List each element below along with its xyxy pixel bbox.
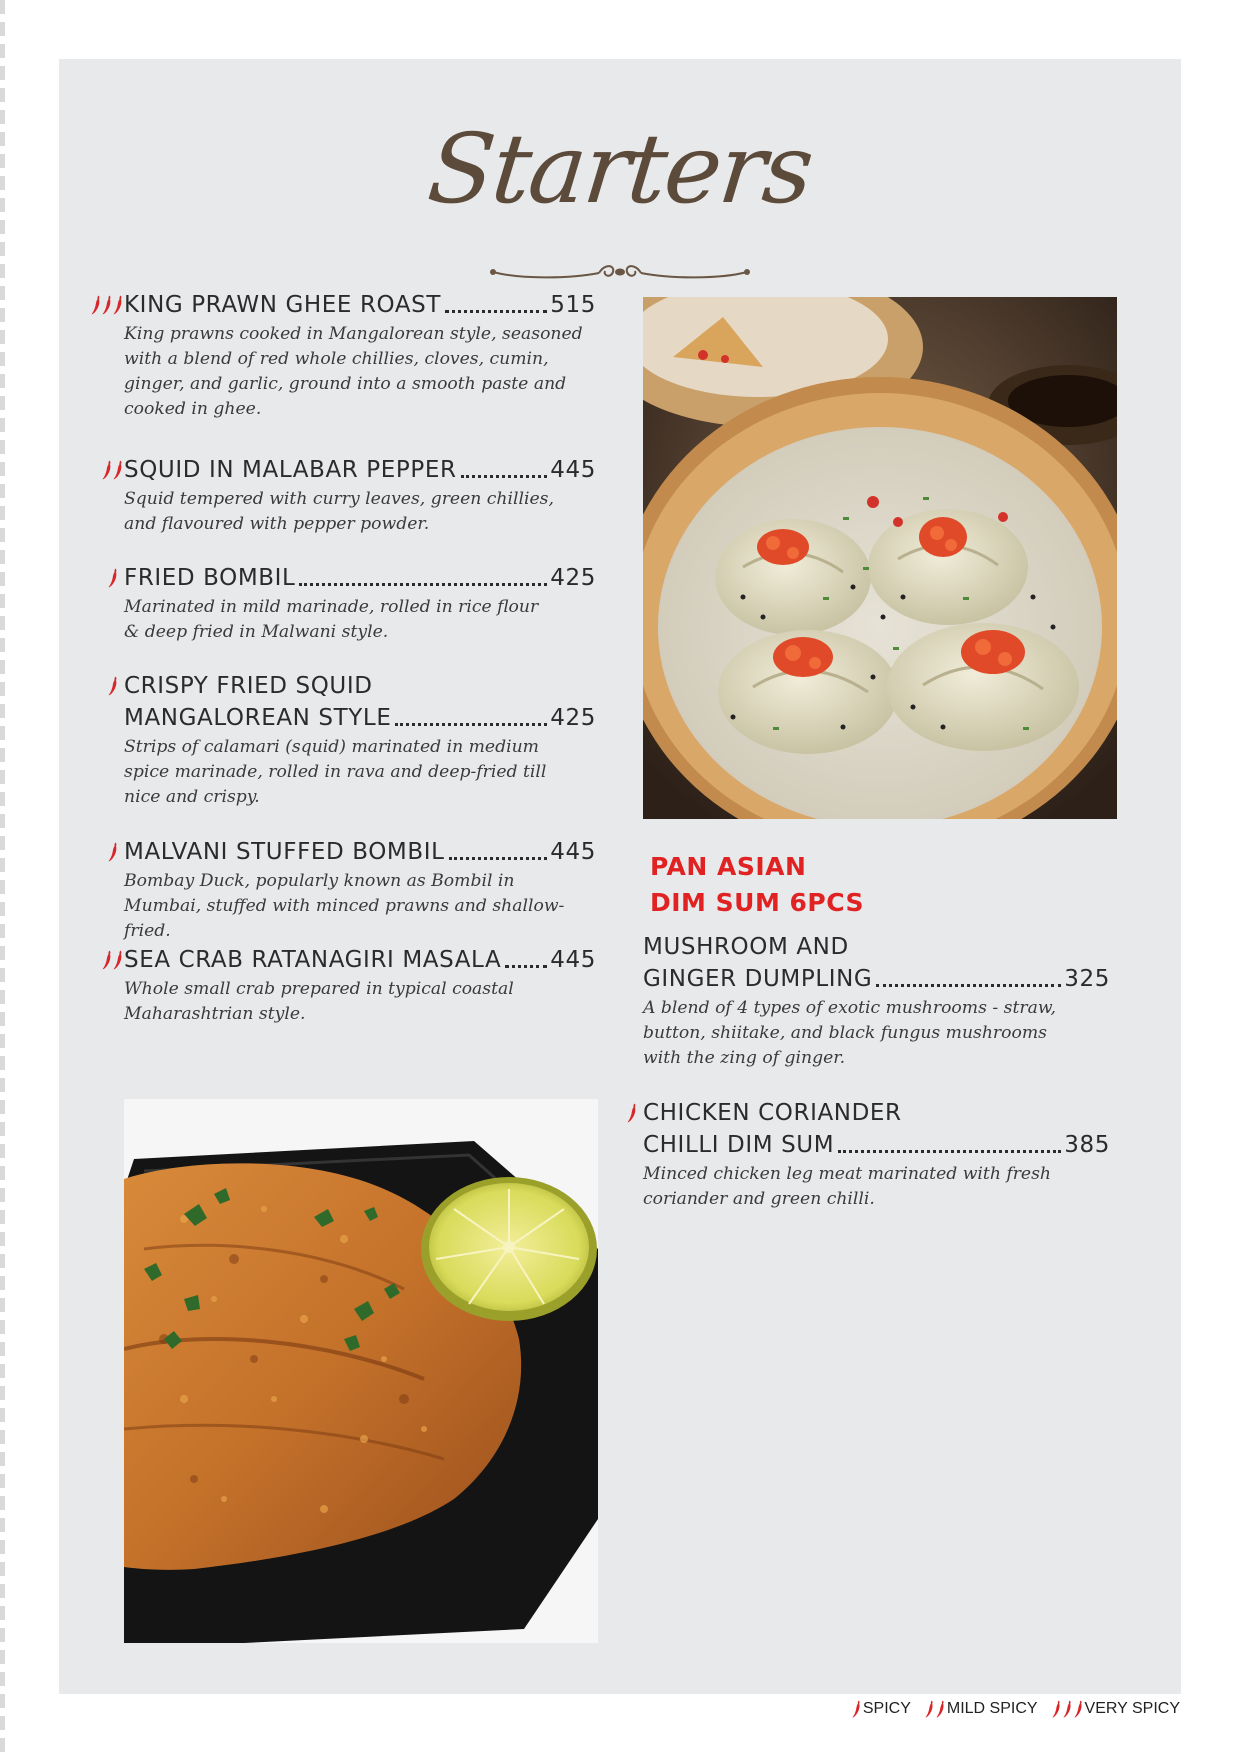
page-title: Starters <box>423 113 817 225</box>
item-name-line1 <box>124 670 596 702</box>
item-description: Whole small crab prepared in typical coastal Maharashtrian style. <box>124 979 514 1024</box>
dot-leader <box>395 723 547 726</box>
item-name: MALVANI STUFFED BOMBIL <box>124 839 445 865</box>
chilli-icon <box>852 1700 861 1718</box>
section-heading <box>650 849 864 921</box>
menu-item-crispy-fried-squid <box>124 670 596 810</box>
item-price: 325 <box>1064 966 1110 992</box>
dot-leader <box>876 984 1061 987</box>
item-name: FRIED BOMBIL <box>124 565 296 591</box>
item-name-first-line: CHICKEN CORIANDER <box>643 1100 902 1126</box>
item-name-row <box>124 836 596 868</box>
item-name-row <box>643 1129 1110 1161</box>
chilli-icon <box>925 1700 934 1718</box>
spice-level-spicy-icon <box>108 842 118 862</box>
item-description: A blend of 4 types of exotic mushrooms - straw, button, shiitake, and black fungus mushrooms with the zing of ginger. <box>643 998 1056 1068</box>
dot-leader <box>838 1150 1061 1153</box>
menu-item-squid-malabar <box>124 454 596 537</box>
item-description: Bombay Duck, popularly known as Bombil in Mumbai, stuffed with minced prawns and shallow-fried. <box>124 871 565 941</box>
item-description: Squid tempered with curry leaves, green chillies, and flavoured with pepper powder. <box>124 489 554 534</box>
spice-level-spicy-icon <box>627 1103 637 1123</box>
legend-spicy-label: SPICY <box>862 1700 911 1717</box>
section-heading-line1: PAN ASIAN <box>650 852 807 881</box>
title-block <box>59 109 1181 299</box>
item-name-row <box>124 289 596 321</box>
item-price: 515 <box>550 292 596 318</box>
menu-item-mushroom-ginger-dumpling <box>643 931 1110 1071</box>
item-name: MANGALOREAN STYLE <box>124 705 392 731</box>
item-description: Marinated in mild marinade, rolled in rice flour & deep fried in Malwani style. <box>124 597 539 642</box>
item-name: SQUID IN MALABAR PEPPER <box>124 457 457 483</box>
dot-leader <box>299 583 547 586</box>
item-price: 385 <box>1064 1132 1110 1158</box>
dot-leader <box>505 965 547 968</box>
menu-item-chicken-coriander-dim-sum <box>643 1097 1110 1212</box>
item-price: 425 <box>550 705 596 731</box>
spice-level-mild-spicy-icon <box>102 460 123 480</box>
menu-item-fried-bombil <box>124 562 596 645</box>
item-name-row <box>124 562 596 594</box>
chilli-icon <box>1052 1700 1061 1718</box>
item-price: 445 <box>550 839 596 865</box>
item-name-row <box>124 454 596 486</box>
item-price: 445 <box>550 457 596 483</box>
menu-item-king-prawn <box>124 289 596 422</box>
item-name: KING PRAWN GHEE ROAST <box>124 292 442 318</box>
item-name: SEA CRAB RATANAGIRI MASALA <box>124 947 502 973</box>
spice-legend <box>844 1700 1180 1718</box>
menu-item-sea-crab <box>124 944 596 1027</box>
item-name-row <box>124 944 596 976</box>
chilli-icon <box>1074 1700 1083 1718</box>
item-description: King prawns cooked in Mangalorean style, seasoned with a blend of red whole chillies, cloves, cumin, ginger, and garlic, ground into a smooth paste and cooked in ghee. <box>124 324 583 419</box>
chilli-icon <box>1063 1700 1072 1718</box>
spice-level-spicy-icon <box>108 676 118 696</box>
legend-very-spicy <box>1052 1700 1180 1718</box>
dim-sum-photo <box>643 297 1117 819</box>
item-name: CHILLI DIM SUM <box>643 1132 835 1158</box>
legend-mild-spicy <box>925 1700 1038 1718</box>
dot-leader <box>449 857 548 860</box>
legend-very-spicy-label: VERY SPICY <box>1084 1700 1180 1717</box>
spice-level-mild-spicy-icon <box>102 950 123 970</box>
item-name-line1 <box>643 931 1110 963</box>
chilli-icon <box>936 1700 945 1718</box>
title-flourish-ornament <box>489 257 751 287</box>
page-binding-edge <box>0 0 5 1754</box>
legend-spicy <box>852 1700 911 1718</box>
item-price: 445 <box>550 947 596 973</box>
item-description: Minced chicken leg meat marinated with fresh coriander and green chilli. <box>643 1164 1051 1209</box>
item-name: GINGER DUMPLING <box>643 966 873 992</box>
spice-level-very-spicy-icon <box>91 295 123 315</box>
legend-mild-spicy-label: MILD SPICY <box>946 1700 1038 1717</box>
item-name-line1 <box>643 1097 1110 1129</box>
item-name-first-line: CRISPY FRIED SQUID <box>124 673 373 699</box>
item-description: Strips of calamari (squid) marinated in medium spice marinade, rolled in rava and deep-fried till nice and crispy. <box>124 737 547 807</box>
spice-level-spicy-icon <box>108 568 118 588</box>
dot-leader <box>461 475 548 478</box>
dot-leader <box>445 310 547 313</box>
fried-bombil-photo <box>124 1099 598 1643</box>
item-name-row <box>124 702 596 734</box>
menu-panel <box>59 59 1181 1694</box>
section-heading-line2: DIM SUM 6PCS <box>650 888 865 917</box>
menu-item-malvani-stuffed-bombil <box>124 836 596 944</box>
item-name-row <box>643 963 1110 995</box>
item-name-first-line: MUSHROOM AND <box>643 934 849 960</box>
item-price: 425 <box>550 565 596 591</box>
